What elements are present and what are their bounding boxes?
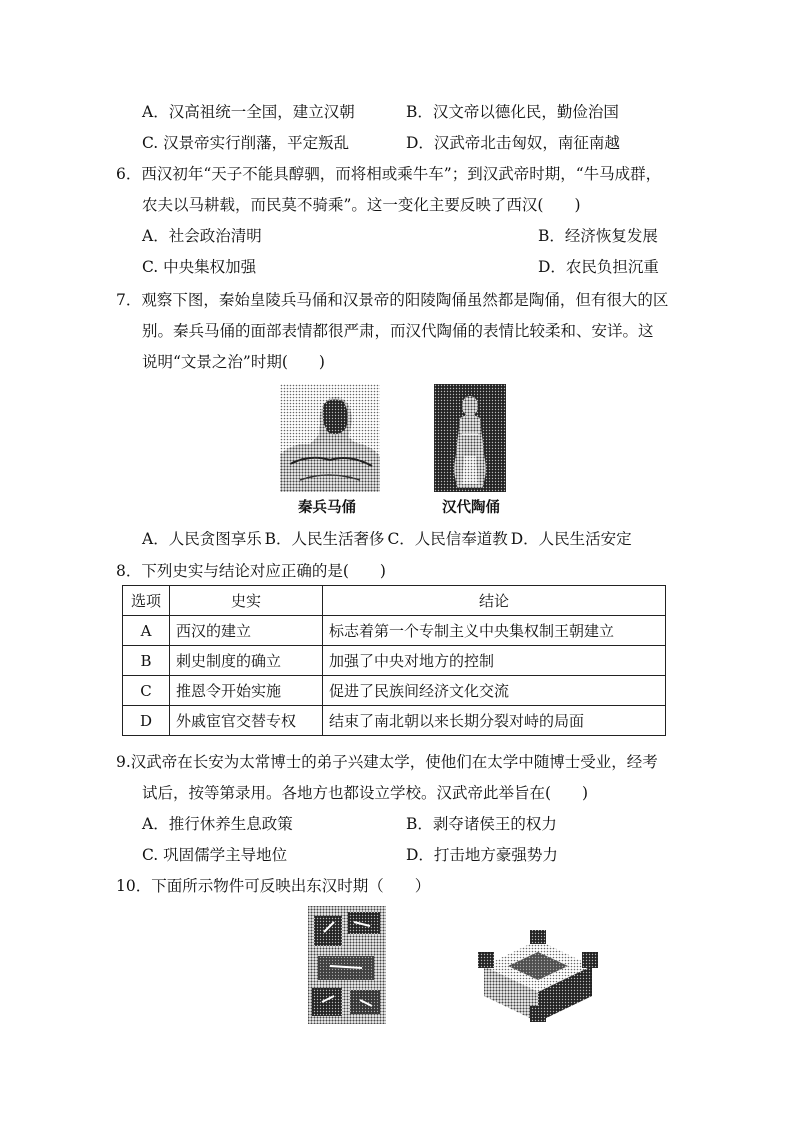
row-fact: 西汉的建立 — [170, 616, 323, 646]
q6-stem-line2: 农夫以马耕载，而民莫不骑乘”。这一变化主要反映了西汉( ) — [142, 196, 581, 214]
q7-options[interactable]: A．人民贪图享乐 B．人民生活奢侈 C．人民信奉道教 D．人民生活安定 — [142, 530, 632, 548]
row-option: D — [123, 706, 170, 736]
q10-stem: 10．下面所示物件可反映出东汉时期（ ） — [116, 877, 431, 895]
q5-option-a[interactable]: A．汉高祖统一全国，建立汉朝 — [142, 103, 355, 121]
row-conclusion: 促进了民族间经济文化交流 — [323, 676, 666, 706]
table-row[interactable] — [123, 616, 666, 646]
caption-han-pottery: 汉代陶俑 — [442, 500, 500, 516]
table-header-row — [123, 586, 666, 616]
q9-option-b[interactable]: B．剥夺诸侯王的权力 — [406, 815, 557, 833]
q6-option-d[interactable]: D．农民负担沉重 — [538, 258, 659, 276]
qin-terracotta-warrior-image — [280, 384, 380, 492]
row-conclusion: 标志着第一个专制主义中央集权制王朝建立 — [323, 616, 666, 646]
q6-option-a[interactable]: A．社会政治清明 — [142, 227, 262, 245]
q7-stem-line2: 别。秦兵马俑的面部表情都很严肃，而汉代陶俑的表情比较柔和、安详。这 — [142, 322, 654, 340]
q8-facts-table — [122, 585, 666, 736]
header-conclusion: 结论 — [323, 586, 666, 616]
han-pottery-figure-image — [434, 384, 506, 492]
q6-option-b[interactable]: B．经济恢复发展 — [538, 227, 658, 245]
table-row[interactable] — [123, 706, 666, 736]
caption-qin-terracotta: 秦兵马俑 — [298, 500, 356, 516]
row-fact: 外戚宦官交替专权 — [170, 706, 323, 736]
q9-stem-line2: 试后，按等第录用。各地方也都设立学校。汉武帝此举旨在( ) — [142, 784, 589, 802]
row-conclusion: 加强了中央对地方的控制 — [323, 646, 666, 676]
row-option: B — [123, 646, 170, 676]
q9-option-d[interactable]: D．打击地方豪强势力 — [406, 846, 558, 864]
q9-option-c[interactable]: C. 巩固儒学主导地位 — [142, 846, 288, 864]
q6-option-c[interactable]: C. 中央集权加强 — [142, 258, 257, 276]
han-stone-relief-image — [304, 902, 390, 1026]
table-row[interactable] — [123, 646, 666, 676]
row-conclusion: 结束了南北朝以来长期分裂对峙的局面 — [323, 706, 666, 736]
header-fact: 史实 — [170, 586, 323, 616]
q8-stem: 8．下列史实与结论对应正确的是( ) — [116, 562, 386, 580]
row-option: C — [123, 676, 170, 706]
header-option: 选项 — [123, 586, 170, 616]
q7-stem-line3: 说明“文景之治”时期( ) — [142, 353, 325, 371]
han-courtyard-model-image — [474, 926, 602, 1026]
q5-option-d[interactable]: D．汉武帝北击匈奴，南征南越 — [406, 134, 620, 152]
q6-stem-line1: 6．西汉初年“天子不能具醇驷，而将相或乘牛车”；到汉武帝时期，“牛马成群， — [116, 165, 662, 183]
row-fact: 刺史制度的确立 — [170, 646, 323, 676]
q5-option-b[interactable]: B．汉文帝以德化民，勤俭治国 — [406, 103, 619, 121]
q9-option-a[interactable]: A．推行休养生息政策 — [142, 815, 293, 833]
q7-stem-line1: 7．观察下图，秦始皇陵兵马俑和汉景帝的阳陵陶俑虽然都是陶俑，但有很大的区 — [116, 291, 669, 309]
q9-stem-line1: 9.汉武帝在长安为太常博士的弟子兴建太学，使他们在太学中随博士受业，经考 — [116, 753, 658, 771]
row-option: A — [123, 616, 170, 646]
row-fact: 推恩令开始实施 — [170, 676, 323, 706]
table-row[interactable] — [123, 676, 666, 706]
q5-option-c[interactable]: C. 汉景帝实行削藩，平定叛乱 — [142, 134, 350, 152]
